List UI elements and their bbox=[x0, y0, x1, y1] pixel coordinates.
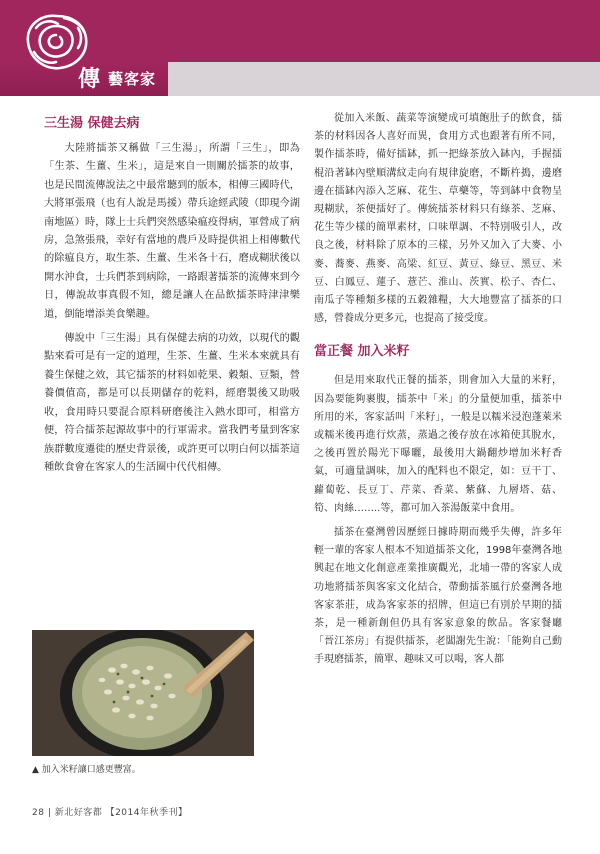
section-logo-main: 傳 bbox=[78, 66, 102, 92]
paragraph: 但是用來取代正餐的擂茶，則會加入大量的米籽，因為要能夠裹腹，擂茶中「米」的分量便加重，擂茶中所用的米，客家話叫「米籽」，一般是以糯米浸泡蓬萊米或糯米後再進行炊蒸，蒸過之後存放在冰箱使其脫水，之後再置於陽光下曝曬，最後用大鍋翻炒增加米籽香氣，可適量調味，加入的配料也不限定，如：豆干丁、蘿蔔乾、長豆丁、芹菜、香菜、紫蘇、九層塔、菇、筍、肉絲……..等，都可加入茶湯飯菜中食用。 bbox=[314, 375, 562, 514]
lei-cha-photo bbox=[32, 630, 254, 756]
right-column bbox=[314, 110, 562, 676]
paragraph: 從加入米飯、蔬菜等演變成可填飽肚子的飲食，擂茶的材料因各人喜好而異，食用方式也跟著有所不同，製作擂茶時，備好擂缽，抓一把綠茶放入缽內，手握擂棍沿著缽內壁順溝紋走向有規律旋磨，不斷杵搗，邊磨邊在擂缽內添入芝麻、花生、草藥等，等到缽中食物呈現糊狀，茶便擂好了。傳統擂茶材料只有綠茶、芝麻、花生等少樣的簡單素材，口味單調、不特別吸引人，改良之後，材料除了原本的三樣，另外又加入了大麥、小麥、蕎麥、燕麥、高梁、紅豆、黃豆、綠豆、黑豆、米豆、白鳳豆、蓮子、薏芒、淮山、茨實、松子、杏仁、南瓜子等種類多樣的五穀雜糧，大大地豐富了擂茶的口感，營養成分更多元，也提高了接受度。 bbox=[314, 113, 562, 325]
paragraph: 擂茶在臺灣曾因歷經日據時期而幾乎失傳，許多年輕一輩的客家人根本不知道擂茶文化，1998年臺灣各地興起在地文化創意產業推廣觀光，北埔一帶的客家人成功地將擂茶與客家文化結合，帶動擂茶風行於臺灣各地客家茶莊，成為客家茶的招牌，但這已有別於早期的擂茶，是一種新創但仍具有客家意象的飲品。客家餐廳「晉江茶房」有提供擂茶，老闆謝先生說：「能夠自己動手現磨擂茶，簡單、趣味又可以喝，客人都 bbox=[314, 527, 562, 666]
page-header bbox=[0, 0, 600, 96]
photo-caption: ▲ 加入米籽讓口感更豐富。 bbox=[32, 765, 141, 775]
section-logo-sub: 藝客家 bbox=[108, 70, 157, 88]
page-footer: 28 | 新北好客都 【2014年秋季刊】 bbox=[32, 808, 188, 818]
paragraph: 傳說中「三生湯」具有保健去病的功效，以現代的觀點來看可是有一定的道理，生茶、生薑、生米本來就具有養生保健之效，其它擂茶的材料如乾果、穀類、豆類，營養價值高，都是可以長期儲存的乾料，經磨製後又助吸收，食用時只要混合原料研磨後注入熱水即可，相當方便，符合擂茶起源故事中的行軍需求。當我們考量到客家族群數度遷徙的歷史背景後，或許更可以明白何以擂茶這種飲食會在客家人的生活圈中代代相傳。 bbox=[44, 333, 300, 473]
bowl-illustration bbox=[32, 630, 254, 756]
left-column bbox=[44, 114, 300, 483]
paragraph: 大陸將擂茶又稱做「三生湯」，所謂「三生」，即為「生茶、生薑、生米」，這是來自一則關於擂茶的故事，也是民間流傳說法之中最常聽到的版本，相傳三國時代，大將軍張飛（也有人說是馬援）帶兵途經武陵（即現今湖南地區）時，隊上士兵們突然感染瘟疫得病，軍營成了病房，急煞張飛，幸好有當地的農戶及時提供祖上相傳數代的除瘟良方，取生茶、生薑、生米各十石，磨成糊狀後以開水沖食，士兵們茶到病除，一路跟著擂茶的流傳來到今日，傳說故事真假不知，總是讓人在品飲擂茶時津津樂道，倒能增添美食樂趣。 bbox=[44, 143, 300, 320]
section-heading-zhengcan: 當正餐 加入米籽 bbox=[314, 344, 410, 360]
header-gray-strip bbox=[168, 62, 600, 96]
section-heading-sansheng: 三生湯 保健去病 bbox=[44, 116, 140, 131]
